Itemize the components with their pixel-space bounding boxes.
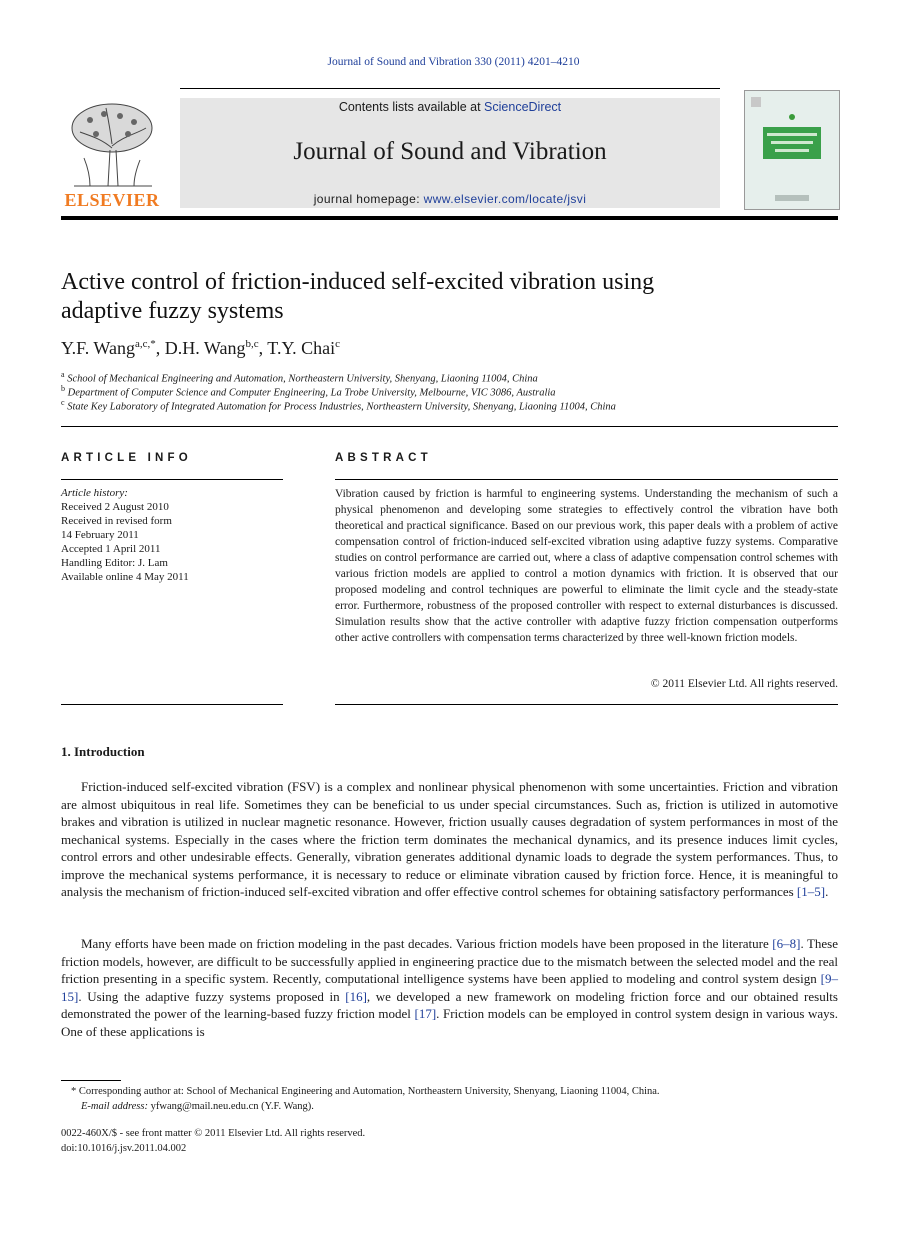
affiliation-mark: b [61, 384, 65, 393]
article-title-line-1: Active control of friction-induced self-excited vibration using [61, 269, 655, 295]
author-list: Y.F. Wang$^{a,c,*}$, D.H. Wang$^{b,c}$, T.Y. Chai$^c$ [61, 338, 341, 358]
citation-link[interactable]: [17] [414, 1006, 437, 1021]
journal-title: Journal of Sound and Vibration [293, 138, 607, 165]
paragraph-text: Friction-induced self-excited vibration (FSV) is a complex and nonlinear physical phenomenon with some uncertainties. Friction and vibration are almost ubiquitous in real life. Sometimes they can be beneficial to us under special circumstances. Such as, friction is utilized in automotive brakes and vibration is utilized in nuclear magnetic resonance. However, friction usually causes degradation of system performances in most of the mechanical systems. Especially in the cases where the friction term dominates the mechanical dynamics, and its presence induces limit cycles, control errors and other undesirable effects. Generally, vibration generates additional dynamic loads to degrade the system performances. Thus, to improve the mechanical systems performance, it is necessary to reduce or eliminate vibration caused by friction force. Hence, it is meaningful to analysis the mechanism of friction-induced self-excited vibration and offer effective control schemes for obtaining satisfactory performances [61, 779, 838, 899]
article-title [61, 268, 821, 326]
history-label: Article history: [61, 487, 128, 499]
affiliation-text: State Key Laboratory of Integrated Automation for Process Industries, Northeastern University, Shenyang, Liaoning 11004, China [67, 401, 616, 413]
author-affil-marks[interactable]: c [335, 338, 341, 350]
contents-line [180, 100, 720, 114]
citation-link[interactable]: [9–15] [61, 971, 838, 1004]
abstract-rule [335, 479, 838, 480]
affiliation [61, 384, 556, 399]
contents-prefix: Contents lists available at [338, 100, 485, 114]
paragraph-text: . These friction models, however, are difficult to be successfully applied in engineering practice due to the mismatch between the selected model and the real friction presenting in a specific system. Recently, computational intelligence systems have been applied to modeling and control system design [61, 936, 838, 986]
author-affil-marks[interactable]: a,c, [134, 338, 151, 350]
article-title-line-2: adaptive fuzzy systems [61, 298, 284, 324]
intro-paragraph-2 [61, 935, 838, 1040]
citation-link[interactable]: [16] [345, 988, 367, 1004]
doi-line[interactable]: doi:10.1016/j.jsv.2011.04.002 [61, 1143, 187, 1154]
article-info-bottom-rule [61, 704, 283, 705]
author-name[interactable]: Y.F. Wang [61, 338, 135, 358]
front-matter [61, 1126, 838, 1156]
affiliation-mark: c [61, 398, 65, 407]
author-name[interactable]: T.Y. Chai [267, 338, 336, 358]
article-info-rule [61, 479, 283, 480]
history-entry: 14 February 2011 [61, 529, 139, 541]
citation-link[interactable]: [6–8] [772, 936, 801, 951]
author-name[interactable]: D.H. Wang [164, 338, 246, 358]
history-entry: Available online 4 May 2011 [61, 571, 189, 583]
intro-paragraph-1: Friction-induced self-excited vibration (FSV) is a complex and nonlinear physical phenomenon with some uncertainties. Friction and vibration are almost ubiquitous in real life. Sometimes they can be beneficial to us under special circumstances. Such as, friction is utilized in automotive brakes and vibration is utilized in nuclear magnetic resonance. However, friction usually causes degradation of system performances in most of the mechanical systems. Especially in the cases where the friction term dominates the mechanical dynamics, and its presence induces limit cycles, control errors and other undesirable effects. Generally, vibration generates additional dynamic loads to degrade the system performances. Thus, to improve the mechanical systems performance, it is necessary to reduce or eliminate vibration caused by friction force. Hence, it is meaningful to analysis the mechanism of friction-induced self-excited vibration and offer effective control schemes for obtaining satisfactory performances [1–5]. [61, 779, 838, 899]
sciencedirect-link[interactable]: ScienceDirect [484, 100, 562, 114]
paragraph-text: . Friction models can be employed in control system design in various ways. One of these applications is [61, 1006, 838, 1039]
footnote-rule [61, 1080, 121, 1081]
corresponding-star[interactable]: * [150, 338, 156, 350]
affiliation-text: School of Mechanical Engineering and Automation, Northeastern University, Shenyang, Liaoning 11004, China [67, 373, 538, 385]
section-heading-introduction: 1. Introduction [61, 744, 145, 759]
header-rule [180, 88, 720, 89]
homepage-link[interactable]: www.elsevier.com/locate/jsvi [423, 192, 587, 206]
article-info-heading: ARTICLE INFO [61, 452, 192, 464]
history-entry: Handling Editor: J. Lam [61, 557, 168, 569]
author-affil-marks[interactable]: b,c [245, 338, 259, 350]
header-divider [61, 216, 838, 220]
history-entry: Received 2 August 2010 [61, 501, 169, 513]
affiliation [61, 398, 616, 413]
email-address[interactable]: yfwang@mail.neu.edu.cn (Y.F. Wang). [147, 1101, 314, 1112]
affiliation [61, 370, 538, 385]
paragraph-text: Many efforts have been made on friction modeling in the past decades. Various friction models have been proposed in the literature [81, 936, 773, 951]
abstract-bottom-rule [335, 704, 838, 705]
homepage-prefix: journal homepage: [313, 192, 424, 206]
email-label: E-mail address: [81, 1101, 148, 1112]
journal-cover-thumbnail [744, 90, 840, 210]
abstract-copyright: © 2011 Elsevier Ltd. All rights reserved. [650, 678, 838, 690]
footnote-corresponding: * Corresponding author at: School of Mechanical Engineering and Automation, Northeastern University, Shenyang, Liaoning 11004, China. [71, 1086, 660, 1097]
corresponding-author-footnote [61, 1084, 838, 1114]
citation-link[interactable]: [1–5] [796, 884, 826, 899]
paragraph-text: , we developed a new framework on modeling friction force and our obtained results demonstrated the power of the learning-based fuzzy friction model [61, 988, 838, 1021]
affiliation-divider [61, 426, 838, 427]
paragraph-text: . Using the adaptive fuzzy systems proposed in [78, 988, 346, 1004]
homepage-line [180, 192, 720, 206]
journal-reference[interactable]: Journal of Sound and Vibration 330 (2011) 4201–4210 [327, 56, 580, 68]
abstract-heading: ABSTRACT [335, 452, 432, 464]
history-entry: Accepted 1 April 2011 [61, 543, 161, 555]
elsevier-wordmark: ELSEVIER [64, 190, 160, 210]
abstract-text: Vibration caused by friction is harmful to engineering systems. Understanding the mechanism of such a physical phenomenon and developing some strategies to effectively control the vibration have both theoretical and practical significance. Based on our previous work, this paper deals with a problem of active compensation control of friction-induced self-excited vibration using adaptive fuzzy systems. Comparative studies on control performance are carried out, where a class of adaptive compensation control schemes with various friction models are applied to control a motion dynamics with friction. It is observed that our proposed modeling and control techniques are powerful to eliminate the limit cycle and the steady-state error. Furthermore, robustness of the proposed controller with respect to external disturbances is discussed. Simulation results show that the active controller with adaptive fuzzy friction compensation outperforms other active controllers with compensation terms characterized by three well-known friction models. [335, 488, 838, 644]
issn-line: 0022-460X/$ - see front matter © 2011 Elsevier Ltd. All rights reserved. [61, 1128, 366, 1139]
affiliation-text: Department of Computer Science and Computer Engineering, La Trobe University, Melbourne, VIC 3086, Australia [67, 387, 556, 399]
affiliation-mark: a [61, 370, 65, 379]
article-history [61, 486, 283, 584]
history-entry: Received in revised form [61, 515, 172, 527]
